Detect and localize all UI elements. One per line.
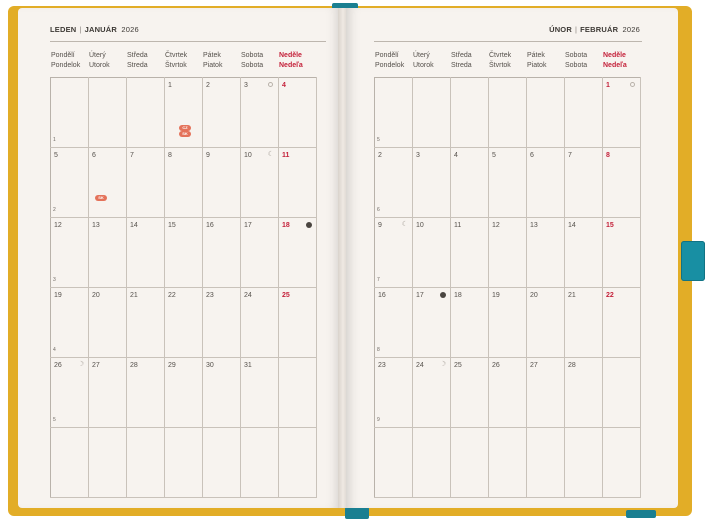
day-cell[interactable] [564,77,603,148]
week-number: 8 [377,347,380,353]
day-cell[interactable] [278,357,317,428]
day-number: 12 [492,222,500,229]
day-cell[interactable] [602,147,641,218]
day-cell[interactable] [278,217,317,288]
day-cell[interactable] [126,77,165,148]
day-number: 6 [92,152,96,159]
quarter-moon-icon: ☾ [401,221,408,228]
day-cell[interactable] [602,427,641,498]
day-cell[interactable] [278,77,317,148]
day-number: 5 [492,152,496,159]
full-moon-icon [268,82,273,87]
day-cell[interactable] [164,217,203,288]
weekday-header [203,51,222,70]
day-number: 23 [206,292,214,299]
day-cell[interactable] [374,357,413,428]
left-page [18,8,340,508]
calendar-grid [50,77,317,498]
weekday-name-sk: Nedeľa [603,61,627,69]
day-number: 28 [568,362,576,369]
day-cell[interactable] [602,287,641,358]
day-number: 17 [416,292,424,299]
weekday-name-cs: Čtvrtek [489,52,512,59]
day-number: 12 [54,222,62,229]
day-number: 8 [606,152,610,159]
day-number: 15 [168,222,176,229]
day-cell[interactable] [202,217,241,288]
day-cell[interactable] [412,77,451,148]
day-number: 26 [492,362,500,369]
weekday-name-sk: Pondelok [375,61,405,69]
day-cell[interactable] [202,287,241,358]
day-number: 19 [492,292,500,299]
weekday-header [127,51,148,70]
day-number: 1 [168,82,172,89]
header-separator: | [574,25,578,34]
day-cell[interactable] [526,217,565,288]
day-cell[interactable] [564,357,603,428]
day-cell[interactable] [450,147,489,218]
weekday-header [89,51,110,70]
month-name-cs: ÚNOR [549,25,572,34]
day-cell[interactable] [126,287,165,358]
day-cell[interactable] [50,77,89,148]
day-cell[interactable] [164,287,203,358]
day-number: 6 [530,152,534,159]
day-number: 14 [568,222,576,229]
calendar-grid [374,77,641,498]
day-cell[interactable] [88,427,127,498]
day-cell[interactable] [240,147,279,218]
day-number: 25 [454,362,462,369]
day-number: 27 [92,362,100,369]
weekday-header [451,51,472,70]
day-cell[interactable] [488,147,527,218]
month-name-cs: LEDEN [50,25,77,34]
day-cell[interactable] [164,77,203,148]
header-rule [50,41,326,42]
day-cell[interactable] [88,217,127,288]
weekday-name-cs: Úterý [89,52,106,59]
day-number: 29 [168,362,176,369]
holiday-badge: SK [179,131,191,137]
right-page [346,8,678,508]
weekday-header [165,51,187,70]
holiday-badge: SK [95,195,107,201]
left-page-header [50,25,139,34]
day-cell[interactable] [412,357,451,428]
day-number: 26 [54,362,62,369]
weekday-name-cs: Středa [127,52,148,59]
day-number: 11 [454,222,462,229]
day-number: 7 [568,152,572,159]
day-cell[interactable] [564,427,603,498]
weekday-name-cs: Pondělí [375,52,399,59]
day-number: 4 [454,152,458,159]
day-number: 9 [206,152,210,159]
year-label: 2026 [121,25,139,34]
day-number: 2 [378,152,382,159]
day-cell[interactable] [202,77,241,148]
weekday-name-sk: Nedeľa [279,61,303,69]
weekday-header [489,51,511,70]
day-cell[interactable] [202,147,241,218]
weekday-name-sk: Streda [127,61,148,69]
day-cell[interactable] [602,357,641,428]
day-number: 24 [416,362,424,369]
weekday-name-sk: Streda [451,61,472,69]
day-cell[interactable] [240,427,279,498]
year-label: 2026 [622,25,640,34]
day-number: 18 [282,222,290,229]
day-number: 3 [244,82,248,89]
weekday-name-cs: Sobota [241,52,264,59]
day-number: 14 [130,222,138,229]
day-cell[interactable] [126,357,165,428]
day-number: 10 [416,222,424,229]
day-cell[interactable] [374,287,413,358]
day-cell[interactable] [564,287,603,358]
weekday-name-sk: Štvrtok [489,61,511,69]
day-cell[interactable] [412,147,451,218]
page-tab-marker[interactable] [681,241,705,281]
ribbon-bookmark-bottom [345,507,369,519]
day-number: 16 [206,222,214,229]
day-cell[interactable] [450,427,489,498]
day-cell[interactable] [240,287,279,358]
day-cell[interactable] [602,77,641,148]
day-number: 9 [378,222,382,229]
day-number: 16 [378,292,386,299]
day-cell[interactable] [240,217,279,288]
month-name-sk: JANUÁR [84,25,118,34]
day-cell[interactable] [564,147,603,218]
weekday-name-cs: Středa [451,52,472,59]
quarter-moon-icon: ☽ [77,361,84,368]
day-number: 19 [54,292,62,299]
day-cell[interactable] [50,427,89,498]
day-cell[interactable] [50,357,89,428]
month-name-sk: FEBRUÁR [580,25,619,34]
day-cell[interactable] [564,217,603,288]
day-number: 11 [282,152,290,159]
day-cell[interactable] [412,427,451,498]
day-cell[interactable] [450,217,489,288]
day-number: 8 [168,152,172,159]
weekday-name-sk: Piatok [203,61,223,69]
day-cell[interactable] [88,287,127,358]
weekday-name-sk: Utorok [89,61,110,69]
day-cell[interactable] [412,287,451,358]
full-moon-icon [630,82,635,87]
day-cell[interactable] [50,147,89,218]
day-cell[interactable] [526,357,565,428]
day-cell[interactable] [278,427,317,498]
weekday-name-sk: Utorok [413,61,434,69]
day-cell[interactable] [126,147,165,218]
day-cell[interactable] [202,357,241,428]
weekday-name-sk: Pondelok [51,61,81,69]
weekday-header [241,51,263,70]
weekday-header [413,51,434,70]
weekday-name-cs: Čtvrtek [165,52,188,59]
day-number: 13 [530,222,538,229]
header-separator: | [79,25,82,34]
day-cell[interactable] [240,77,279,148]
day-cell[interactable] [450,287,489,358]
weekday-name-cs: Pátek [527,52,545,59]
day-number: 31 [244,362,252,369]
weekday-header [565,51,587,70]
week-number: 6 [377,207,380,213]
weekday-name-sk: Piatok [527,61,547,69]
day-number: 22 [606,292,614,299]
day-cell[interactable] [374,147,413,218]
day-number: 27 [530,362,538,369]
day-number: 10 [244,152,252,159]
week-number: 7 [377,277,380,283]
day-cell[interactable] [450,357,489,428]
week-number: 1 [53,137,56,143]
weekday-name-cs: Neděle [279,52,302,59]
day-number: 23 [378,362,386,369]
new-moon-icon [306,222,312,228]
day-number: 20 [92,292,100,299]
weekday-name-cs: Neděle [603,52,626,59]
day-number: 22 [168,292,176,299]
week-number: 4 [53,347,56,353]
day-number: 21 [130,292,138,299]
day-number: 30 [206,362,214,369]
weekday-name-sk: Sobota [565,61,588,69]
week-number: 3 [53,277,56,283]
holiday-badge: CZ [179,125,191,131]
day-cell[interactable] [50,287,89,358]
day-cell[interactable] [488,427,527,498]
weekday-header [603,51,627,70]
day-cell[interactable] [526,77,565,148]
day-number: 7 [130,152,134,159]
day-cell[interactable] [164,147,203,218]
day-cell[interactable] [450,77,489,148]
day-cell[interactable] [526,287,565,358]
week-number: 9 [377,417,380,423]
day-cell[interactable] [526,147,565,218]
week-number: 2 [53,207,56,213]
new-moon-icon [440,292,446,298]
weekday-header [527,51,546,70]
day-number: 24 [244,292,252,299]
day-number: 15 [606,222,614,229]
day-cell[interactable] [374,217,413,288]
day-cell[interactable] [50,217,89,288]
weekday-name-cs: Sobota [565,52,588,59]
day-number: 5 [54,152,58,159]
day-number: 2 [206,82,210,89]
elastic-band-end [626,510,656,518]
day-number: 18 [454,292,462,299]
day-cell[interactable] [374,77,413,148]
day-cell[interactable] [88,357,127,428]
day-cell[interactable] [126,217,165,288]
right-page-header [549,25,640,34]
day-cell[interactable] [488,77,527,148]
quarter-moon-icon: ☾ [267,151,274,158]
weekday-header [51,51,80,70]
weekday-name-cs: Úterý [413,52,430,59]
header-rule [374,41,642,42]
day-number: 1 [606,82,610,89]
day-cell[interactable] [374,427,413,498]
day-cell[interactable] [488,357,527,428]
day-number: 21 [568,292,576,299]
weekday-name-cs: Pondělí [51,52,75,59]
weekday-header [279,51,303,70]
day-cell[interactable] [88,77,127,148]
day-cell[interactable] [526,427,565,498]
day-number: 17 [244,222,252,229]
day-cell[interactable] [202,427,241,498]
day-number: 4 [282,82,286,89]
day-cell[interactable] [488,287,527,358]
weekday-name-cs: Pátek [203,52,221,59]
day-number: 25 [282,292,290,299]
day-cell[interactable] [278,287,317,358]
day-number: 28 [130,362,138,369]
week-number: 5 [53,417,56,423]
day-cell[interactable] [88,147,127,218]
day-cell[interactable] [240,357,279,428]
day-cell[interactable] [412,217,451,288]
day-cell[interactable] [126,427,165,498]
day-cell[interactable] [488,217,527,288]
weekday-name-sk: Sobota [241,61,264,69]
day-cell[interactable] [278,147,317,218]
quarter-moon-icon: ☽ [439,361,446,368]
day-cell[interactable] [602,217,641,288]
day-number: 20 [530,292,538,299]
week-number: 5 [377,137,380,143]
day-cell[interactable] [164,427,203,498]
weekday-name-sk: Štvrtok [165,61,187,69]
weekday-header [375,51,404,70]
day-cell[interactable] [164,357,203,428]
day-number: 3 [416,152,420,159]
day-number: 13 [92,222,100,229]
